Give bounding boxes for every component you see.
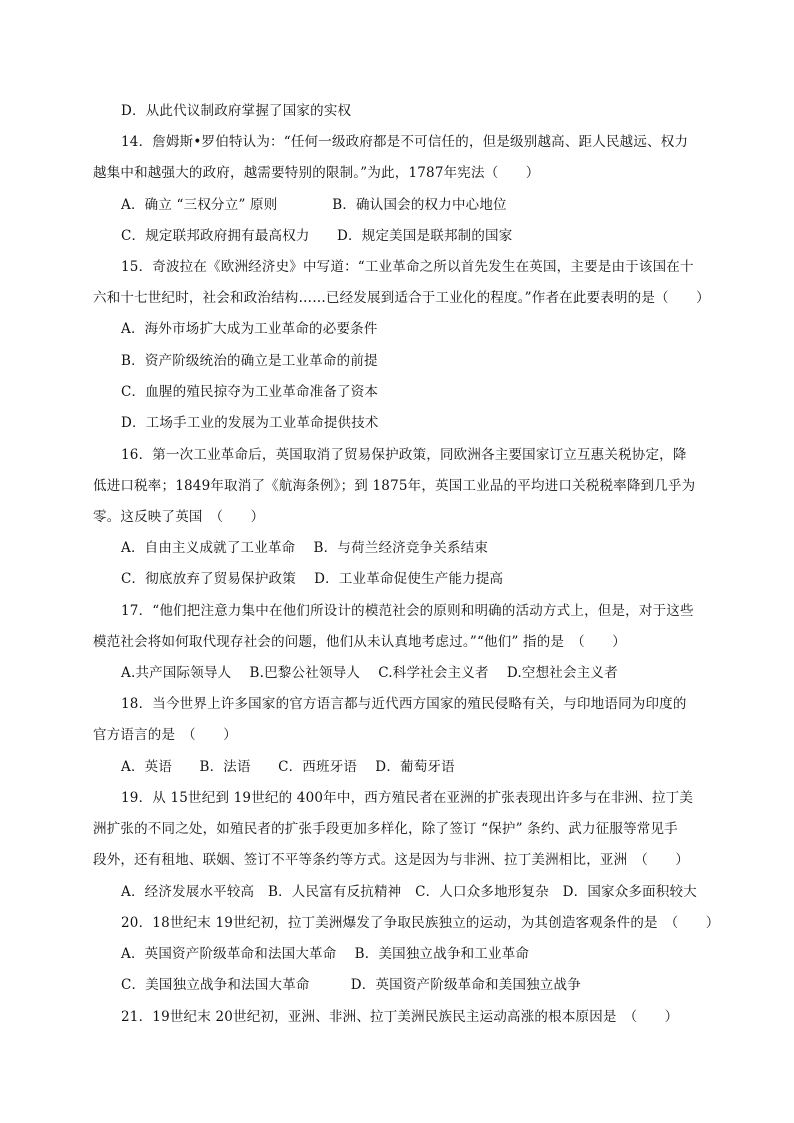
question-17-line-1: 17．“他们把注意力集中在他们所设计的模范社会的原则和明确的活动方式上，但是，对于这些 xyxy=(121,603,694,619)
question-16-line-3: 零。这反映了英国 （ ） xyxy=(93,509,265,525)
question-14-line-2: 越集中和越强大的政府，越需要特别的限制。”为此，1787年宪法（ ） xyxy=(93,165,540,181)
question-20-options-ab: A．英国资产阶级革命和法国大革命 B．美国独立战争和工业革命 xyxy=(121,946,530,962)
question-19-options: A．经济发展水平较高 B．人民富有反抗精神 C．人口众多地形复杂 D．国家众多面积较大 xyxy=(121,884,697,900)
question-14-options-ab: A．确立 “三权分立” 原则 B．确认国会的权力中心地位 xyxy=(121,197,507,213)
question-18-line-1: 18．当今世界上许多国家的官方语言都与近代西方国家的殖民侵略有关，与印地语同为印度的 xyxy=(121,696,687,712)
question-14-options-cd: C．规定联邦政府拥有最高权力 D．规定美国是联邦制的国家 xyxy=(121,228,513,244)
question-19-line-2: 洲扩张的不同之处，如殖民者的扩张手段更加多样化，除了签订 “保护” 条约、武力征服等常见手 xyxy=(93,821,678,837)
question-16-line-1: 16．第一次工业革命后，英国取消了贸易保护政策，同欧洲各主要国家订立互惠关税协定，降 xyxy=(121,447,687,463)
question-18-line-2: 官方语言的是 （ ） xyxy=(93,727,237,743)
question-15-option-a: A．海外市场扩大成为工业革命的必要条件 xyxy=(121,321,378,337)
question-17-options: A.共产国际领导人 B.巴黎公社领导人 C.科学社会主义者 D.空想社会主义者 xyxy=(121,665,618,681)
question-20-line-1: 20．18世纪末 19世纪初，拉丁美洲爆发了争取民族独立的运动，为其创造客观条件的是 （ ） xyxy=(121,915,720,931)
question-16-line-2: 低进口税率；1849年取消了《航海条例》；到 1875年，英国工业品的平均进口关税税率降到几乎为 xyxy=(93,478,696,494)
question-17-line-2: 模范社会将如何取代现存社会的问题，他们从未认真地考虑过。”“他们” 指的是 （ ） xyxy=(93,634,626,650)
question-16-options-ab: A．自由主义成就了工业革命 B．与荷兰经济竞争关系结束 xyxy=(121,540,489,556)
question-14-line-1: 14．詹姆斯•罗伯特认为：“任何一级政府都是不可信任的，但是级别越高、距人民越远、权力 xyxy=(121,134,689,150)
option-13d: D．从此代议制政府掌握了国家的实权 xyxy=(121,103,352,119)
question-21-line-1: 21．19世纪末 20世纪初，亚洲、非洲、拉丁美洲民族民主运动高涨的根本原因是 （ ） xyxy=(121,1009,679,1025)
question-19-line-1: 19．从 15世纪到 19世纪的 400年中，西方殖民者在亚洲的扩张表现出许多与在非洲、拉丁美 xyxy=(121,790,694,806)
question-15-option-c: C．血腥的殖民掠夺为工业革命准备了资本 xyxy=(121,384,379,400)
question-20-options-cd: C．美国独立战争和法国大革命 D．英国资产阶级革命和美国独立战争 xyxy=(121,977,581,993)
question-15-line-2: 六和十七世纪时，社会和政治结构……已经发展到适合于工业化的程度。”作者在此要表明的是（ ） xyxy=(93,290,710,306)
question-16-options-cd: C．彻底放弃了贸易保护政策 D．工业革命促使生产能力提高 xyxy=(121,571,504,587)
question-15-option-d: D．工场手工业的发展为工业革命提供技术 xyxy=(121,415,379,431)
question-19-line-3: 段外，还有租地、联姻、签订不平等条约等方式。这是因为与非洲、拉丁美洲相比，亚洲 （ ） xyxy=(93,852,690,868)
question-15-line-1: 15．奇波拉在《欧洲经济史》中写道：“工业革命之所以首先发生在英国，主要是由于该国在十 xyxy=(121,259,694,275)
question-15-option-b: B．资产阶级统治的确立是工业革命的前提 xyxy=(121,353,378,369)
question-18-options: A．英语 B．法语 C．西班牙语 D．葡萄牙语 xyxy=(121,759,455,775)
